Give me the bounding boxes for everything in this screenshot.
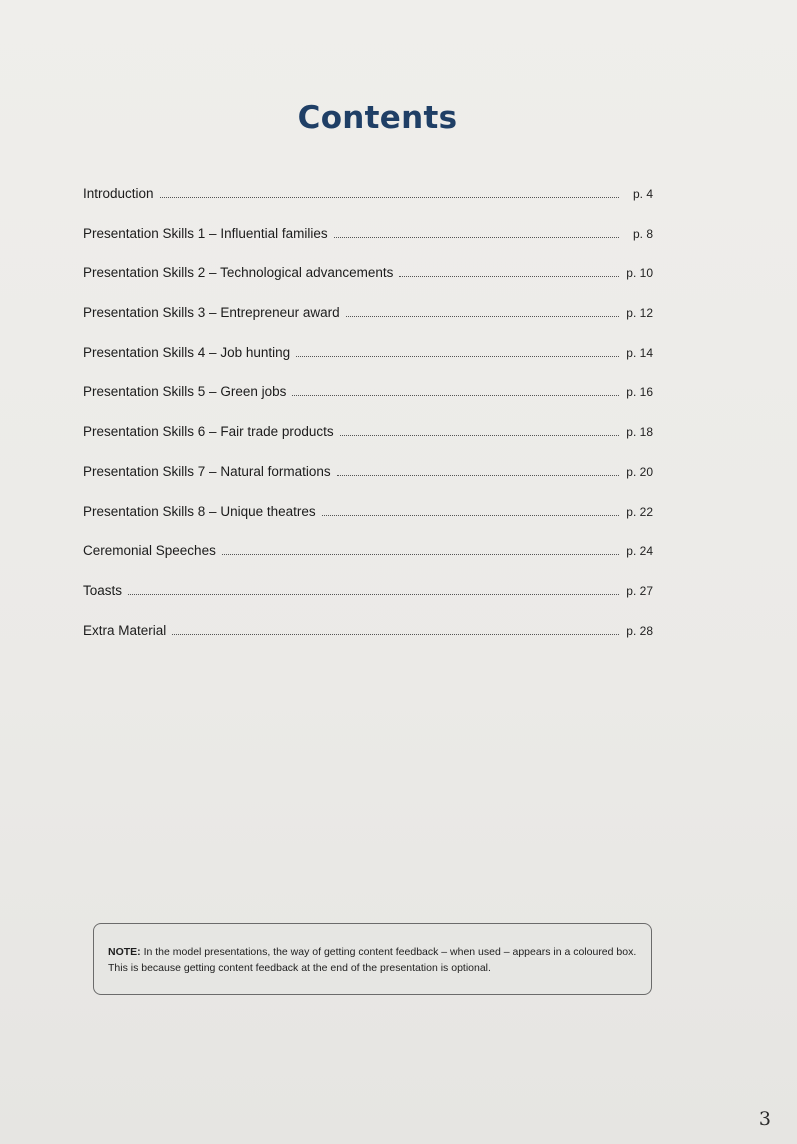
note-text: In the model presentations, the way of getting content feedback – when used – appears in a coloured box. This is because getting content feedback at the end of the presentation is optional. <box>108 946 637 974</box>
toc-entry <box>83 623 653 663</box>
dot-leader <box>340 435 619 436</box>
dot-leader <box>346 316 619 317</box>
toc-entry-title: Presentation Skills 6 – Fair trade products <box>83 424 334 440</box>
dot-leader <box>322 515 619 516</box>
toc-entry <box>83 226 653 266</box>
note-label: NOTE: <box>108 946 144 958</box>
toc-entry-title: Presentation Skills 8 – Unique theatres <box>83 503 316 519</box>
toc-entry <box>83 305 653 345</box>
toc-entry <box>83 345 653 385</box>
toc-entry-page: p. 16 <box>626 385 653 400</box>
toc-entry <box>83 424 653 464</box>
dot-leader <box>292 395 619 396</box>
toc-entry-title: Ceremonial Speeches <box>83 543 216 559</box>
dot-leader <box>296 356 619 357</box>
toc-entry <box>83 186 653 226</box>
page-number: 3 <box>758 1108 771 1130</box>
toc-entry-title: Presentation Skills 5 – Green jobs <box>83 384 287 400</box>
toc-entry-title: Introduction <box>83 186 154 201</box>
dot-leader <box>337 475 619 476</box>
toc-entry-title: Presentation Skills 7 – Natural formations <box>83 463 331 479</box>
toc-entry-page: p. 22 <box>626 504 653 519</box>
dot-leader <box>334 237 619 238</box>
toc-entry <box>83 583 653 623</box>
toc-entry-page: p. 4 <box>632 187 653 201</box>
toc-entry-title: Presentation Skills 4 – Job hunting <box>83 344 291 360</box>
toc-entry-page: p. 12 <box>626 306 653 321</box>
table-of-contents <box>83 186 653 662</box>
page-title: Contents <box>297 100 458 136</box>
toc-entry <box>83 265 653 305</box>
toc-entry-title: Extra Material <box>83 622 167 638</box>
toc-entry-title: Presentation Skills 1 – Influential families <box>83 225 328 241</box>
toc-entry-page: p. 24 <box>626 544 653 559</box>
dot-leader <box>128 594 619 595</box>
note-box <box>93 923 652 995</box>
toc-entry <box>83 543 653 583</box>
toc-entry-page: p. 20 <box>626 464 653 479</box>
toc-entry-page: p. 18 <box>626 425 653 440</box>
toc-entry-title: Presentation Skills 2 – Technological advancements <box>83 265 394 281</box>
toc-entry-page: p. 28 <box>626 623 653 638</box>
dot-leader <box>399 276 619 277</box>
toc-entry-page: p. 8 <box>632 226 653 241</box>
dot-leader <box>222 554 619 555</box>
toc-entry <box>83 504 653 544</box>
toc-entry-title: Toasts <box>83 582 123 598</box>
toc-entry <box>83 464 653 504</box>
toc-entry-title: Presentation Skills 3 – Entrepreneur award <box>83 305 340 321</box>
toc-entry-page: p. 10 <box>626 266 653 281</box>
dot-leader <box>160 197 619 198</box>
toc-entry <box>83 384 653 424</box>
toc-entry-page: p. 14 <box>626 345 653 360</box>
toc-entry-page: p. 27 <box>626 583 653 598</box>
dot-leader <box>172 634 619 635</box>
